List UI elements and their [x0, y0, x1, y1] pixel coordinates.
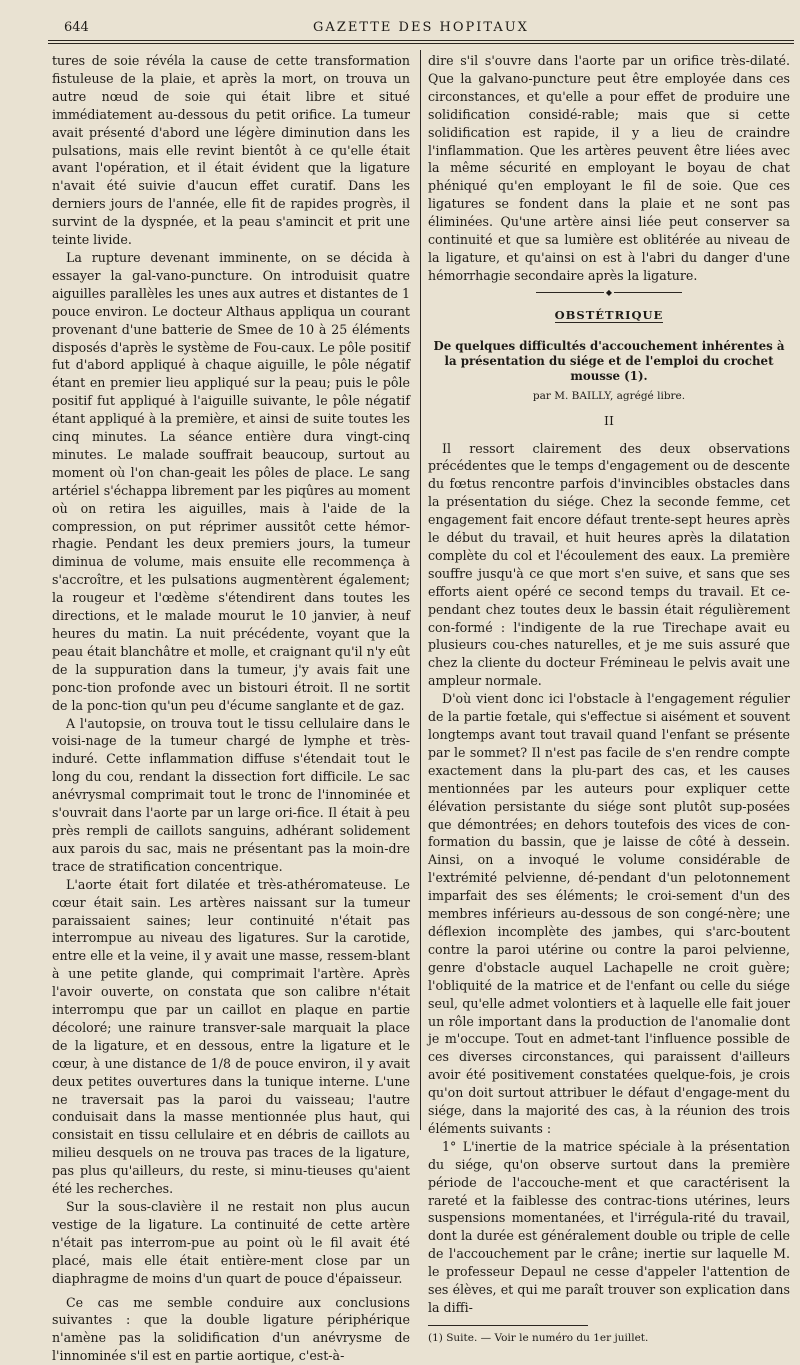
column-divider: [420, 50, 421, 1130]
paragraph: D'où vient donc ici l'obstacle à l'engagement régulier de la partie fœtale, qui s'effectue si aisément et souvent longtemps avant tout travail quand l'enfant se présente par le sommet? Il n'est pas facile de s'en rendre compte exactement dans la plu-part des cas, et les causes mentionnées par les auteurs pour expliquer cette élévation persistante du siége sont plutôt sup-posées que démontrées; en dehors toutefois des vices de con-formation du bassin, que je laisse de côté à dessein. Ainsi, on a invoqué le volume considérable de l'extrémité pelvienne, dé-pendant d'un pelotonnement imparfait des ses éléments; le croi-sement d'un des membres inférieurs au-dessous de son congé-nère; une déflexion incomplète des jambes, qui s'arc-boutent contre la paroi utérine ou contre la paroi pelvienne, genre d'obstacle auquel Lachapelle ne croit guère; l'obliquité de la matrice et de l'enfant ou celle du siége seul, qu'elle admet volontiers et à laquelle elle fait jouer un rôle important dans la production de l'anomalie dont je m'occupe. Tout en admet-tant l'influence possible de ces diverses circonstances, qui paraissent d'ailleurs avoir été positivement constatées quelque-fois, je crois qu'on doit surtout attribuer le défaut d'engage-ment du siége, dans la majorité des cas, à la réunion des trois éléments suivants :: [428, 691, 790, 1136]
header-rule-double: [48, 43, 794, 44]
running-title: GAZETTE DES HOPITAUX: [313, 20, 529, 35]
paragraph: Ce cas me semble conduire aux conclusions suivantes : que la double ligature périphérique n'amène pas la solidification d'un anévrysme de l'innominée s'il est en partie aortique, c'est-à-: [52, 1294, 410, 1364]
byline: par M. BAILLY, agrégé libre.: [532, 389, 686, 402]
page-number: 644: [64, 20, 89, 35]
part-numeral: II: [604, 412, 614, 428]
section-heading-text: OBSTÉTRIQUE: [554, 307, 664, 322]
article-title: De quelques difficultés d'accouchement inhérentes à la présentation du siége et de l'emploi du crochet mousse (1).: [433, 338, 785, 383]
paragraph: A l'autopsie, on trouva tout le tissu cellulaire dans le voisi-nage de la tumeur chargé de lymphe et très-induré. Cette inflammation diffuse s'étendait tout le long du cou, rendant la dissection fort difficile. Le sac anévrysmal comprimait tout le tronc de l'innominée et s'ouvrait dans l'aorte par un large ori-fice. Il était à peu près rempli de caillots sanguins, adhérant solidement aux parois du sac, mais ne présentant pas la moin-dre trace de stratification concentrique.: [52, 715, 410, 874]
right-column: [428, 52, 790, 1344]
paragraph: 1° L'inertie de la matrice spéciale à la présentation du siége, qu'on observe surtout dans la première période de l'accouche-ment et que caractérisent la rareté et la faiblesse des contrac-tions utérines, leurs suspensions momentanées, et l'irrégula-rité du travail, dont la durée est généralement double ou triple de celle de l'accouchement par le crâne; inertie sur laquelle M. le professeur Depaul ne cesse d'appeler l'attention de ses élèves, et qui me paraît trouver son explication dans la diffi-: [428, 1138, 790, 1315]
footnote: (1) Suite. — Voir le numéro du 1er juillet.: [428, 1331, 649, 1344]
header-rule: [48, 40, 794, 41]
paragraph: dire s'il s'ouvre dans l'aorte par un orifice très-dilaté. Que la galvano-puncture peut être employée dans ces circonstances, et qu'elle a pour effet de produire une solidification considé-rable; mais que si cette solidification est rapide, il y a lieu de craindre l'inflammation. Que les artères peuvent être liées avec la même sécurité en employant le boyau de chat phéniqué qu'en employant le fil de soie. Que ces ligatures se fondent dans la plaie et ne sont pas éliminées. Qu'une artère ainsi liée peut conserver sa continuité et que sa lumière est oblitérée au niveau de la ligature, et qu'ainsi on est à l'abri du danger d'une hémorrhagie secondaire après la ligature.: [428, 53, 790, 283]
left-column: [52, 52, 410, 1364]
section-heading: [428, 307, 790, 325]
paragraph: La rupture devenant imminente, on se décida à essayer la gal-vano-puncture. On introduisit quatre aiguilles parallèles les unes aux autres et distantes de 1 pouce environ. Le docteur Althaus appliqua un courant provenant d'une batterie de Smee de 10 à 25 éléments disposés d'après le système de Fou-caux. Le pôle positif fut d'abord appliqué à chaque aiguille, le pôle négatif étant en premier lieu appliqué sur la peau; puis le pôle positif fut appliqué à l'aiguille suivante, le pôle négatif étant appliqué à la première, et ainsi de suite toutes les cinq minutes. La séance entière dura vingt-cinq minutes. Le malade souffrait beaucoup, surtout au moment où l'on chan-geait les pôles de place. Le sang artériel s'échappa librement par les piqûres au moment où on retira les aiguilles, mais à l'aide de la compression, on put réprimer aussitôt cette hémor-rhagie. Pendant les deux premiers jours, la tumeur diminua de volume, mais ensuite elle recommença à s'accroître, et les pulsations augmentèrent également; la rougeur et l'œdème s'étendirent dans toutes les directions, et le malade mourut le 10 janvier, à neuf heures du matin. La nuit précédente, voyant que la peau était blanchâtre et molle, et craignant qu'il n'y eût de la suppuration dans la tumeur, j'y avais fait une ponc-tion profonde avec un bistouri étroit. Il ne sortit de la ponc-tion qu'un peu d'écume sanglante et de gaz.: [52, 249, 410, 713]
footnote-rule: [428, 1325, 588, 1326]
paragraph: Il ressort clairement des deux observations précédentes que le temps d'engagement ou de descente du fœtus rencontre parfois d'invincibles obstacles dans la présentation du siége. Chez la seconde femme, cet engagement fait encore défaut trente-sept heures après le début du travail, et huit heures après la dilatation complète du col et l'écoulement des eaux. La première souffre jusqu'à ce que mort s'en suive, et sans que ses efforts aient opéré ce second temps du travail. Et ce-pendant chez toutes deux le bassin était régulièrement con-formé : l'indigente de la rue Tirechape avait eu plusieurs cou-ches naturelles, et je me suis assuré que chez la cliente du docteur Frémineau le pelvis avait une ampleur normale.: [428, 440, 790, 689]
paragraph: Sur la sous-clavière il ne restait non plus aucun vestige de la ligature. La continuité de cette artère n'était pas interrom-pue au point où le fil avait été placé, mais elle était entière-ment close par un diaphragme de moins d'un quart de pouce d'épaisseur.: [52, 1199, 410, 1286]
section-separator: ◆: [428, 289, 790, 297]
paragraph: tures de soie révéla la cause de cette transformation fistuleuse de la plaie, et après la mort, on trouva un autre nœud de soie qui était libre et situé immédiatement au-dessous du petit orifice. La tumeur avait présenté d'abord une légère diminution dans les pulsations, mais elle revint bientôt à ce qu'elle était avant l'opération, et il était évident que la ligature n'avait été suivie d'aucun effet curatif. Dans les derniers jours de l'année, elle fit de rapides progrès, il survint de la dyspnée, et la peau s'amincit et prit une teinte livide.: [52, 53, 410, 248]
paragraph: L'aorte était fort dilatée et très-athéromateuse. Le cœur était sain. Les artères naissant sur la tumeur paraissaient saines; leur continuité n'était pas interrompue au niveau des ligatures. Sur la carotide, entre elle et la veine, il y avait une masse, ressem-blant à une petite glande, qui comprimait l'artère. Après l'avoir ouverte, on constata que son calibre n'était interrompu que par un caillot en plaque en partie décoloré; une rainure transver-sale marquait la place de la ligature, et en dessous, entre la ligature et le cœur, à une distance de 1/8 de pouce environ, il y avait deux petites ouvertures dans la tunique interne. L'une ne traversait pas la paroi du vaisseau; l'autre conduisait dans la masse mentionnée plus haut, qui consistait en tissu cellulaire et en débris de caillots au milieu desquels on ne trouva pas traces de la ligature, pas plus qu'ailleurs, du reste, si minu-tieuses qu'aient été les recherches.: [52, 876, 410, 1197]
page-header: [48, 14, 794, 40]
